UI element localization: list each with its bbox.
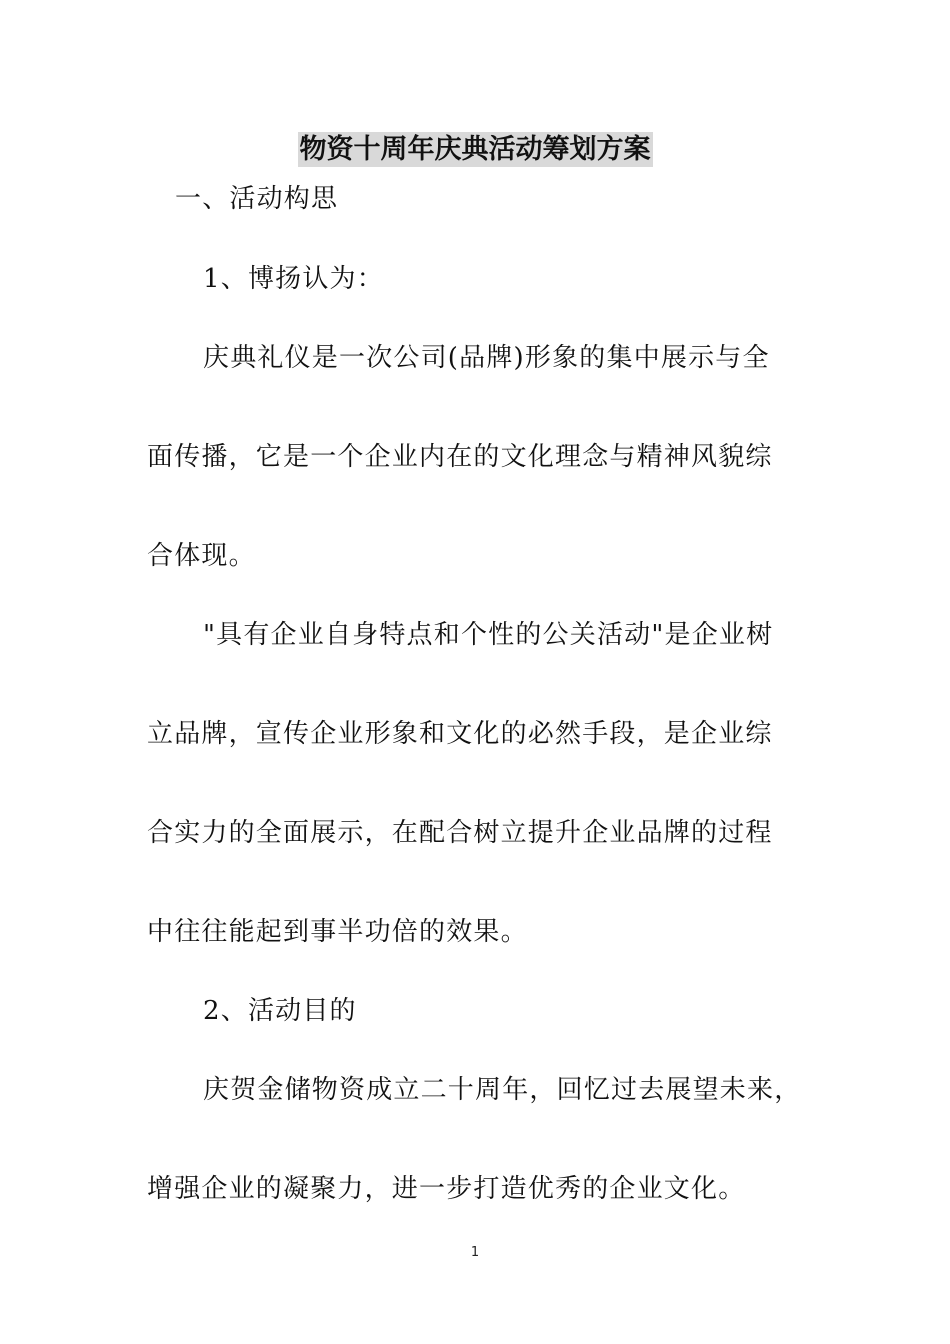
section-heading: 一、活动构思 (175, 184, 339, 214)
document-title-text: 物资十周年庆典活动筹划方案 (299, 134, 651, 165)
paragraph-line: 立品牌，宣传企业形象和文化的必然手段，是企业综 (147, 719, 773, 749)
paragraph-line: 庆贺金储物资成立二十周年，回忆过去展望未来， (203, 1075, 802, 1105)
paragraph-line: 合实力的全面展示，在配合树立提升企业品牌的过程 (147, 818, 773, 848)
paragraph-line: 面传播，它是一个企业内在的文化理念与精神风貌综 (147, 442, 773, 472)
paragraph-line: "具有企业自身特点和个性的公关活动"是企业树 (203, 620, 774, 650)
paragraph-line: 庆典礼仪是一次公司(品牌)形象的集中展示与全 (203, 343, 770, 373)
paragraph-line: 增强企业的凝聚力，进一步打造优秀的企业文化。 (147, 1174, 746, 1204)
paragraph-line: 中往往能起到事半功倍的效果。 (147, 917, 528, 947)
subsection-heading: 1、博扬认为： (203, 264, 384, 294)
subsection-heading: 2、活动目的 (203, 996, 357, 1026)
page-number: 1 (470, 1245, 480, 1260)
document-title (0, 128, 950, 172)
paragraph-line: 合体现。 (147, 541, 256, 571)
